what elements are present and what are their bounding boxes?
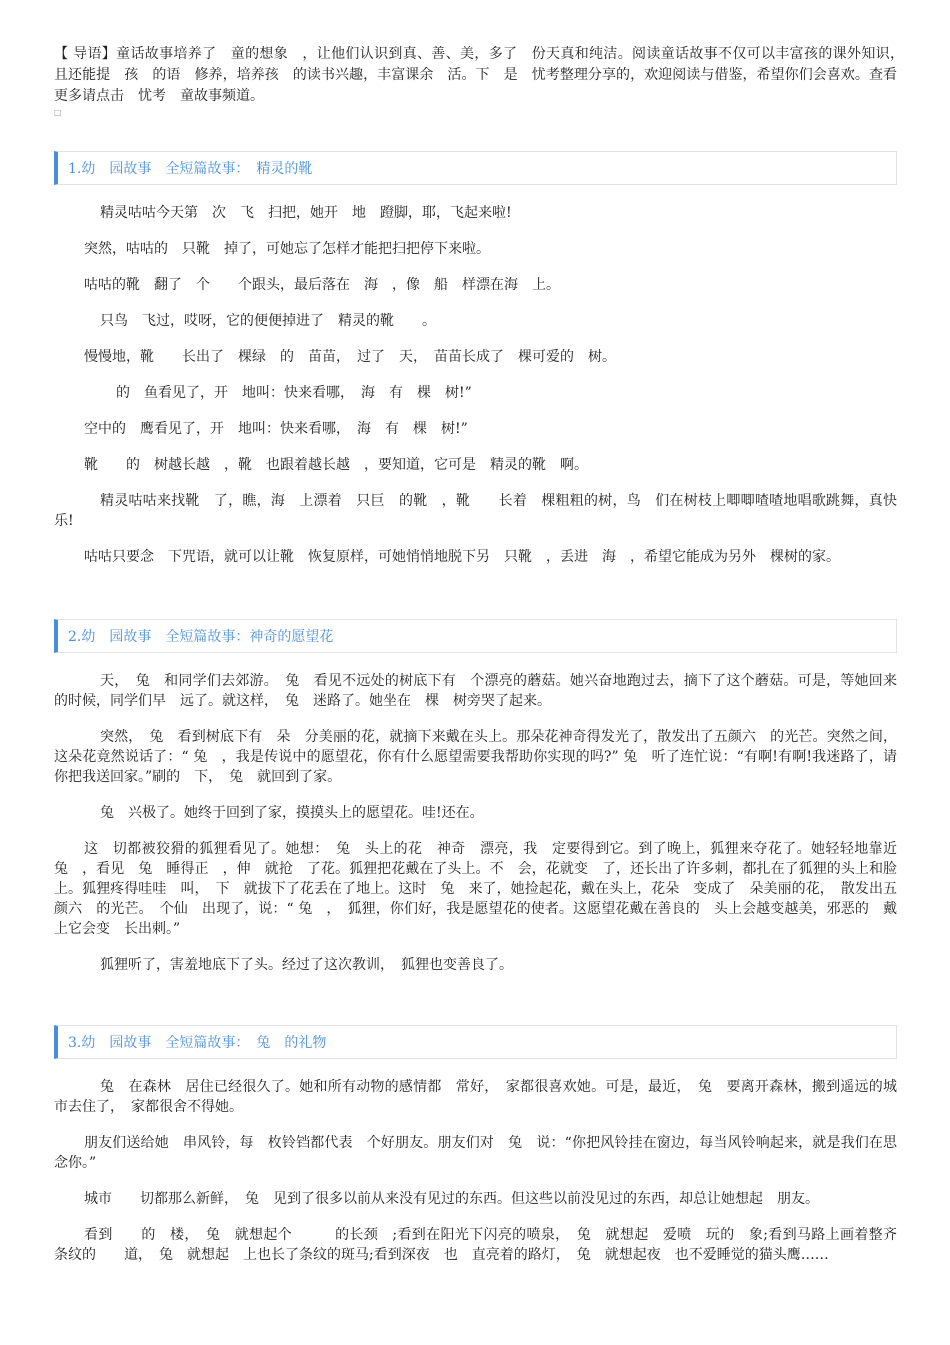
section-1-para-5: 慢慢地，靴 长出了 棵绿 的 苗苗， 过了 天， 苗苗长成了 棵可爱的 树。 <box>84 349 616 365</box>
section-2-header: 2.幼 园故事 全短篇故事：神奇的愿望花 <box>54 619 897 653</box>
section-3-para-2: 朋友们送给她 串风铃，每 枚铃铛都代表 个好朋友。朋友们对 兔 说：“你把风铃挂在窗边，每当风铃响起来，就是我们在思念你。” <box>54 1135 897 1171</box>
section-3-para-4: 看到 的 楼， 兔 就想起个 的长颈 ;看到在阳光下闪亮的喷泉， 兔 就想起 爱喷 玩的 象;看到马路上画着整齐 条纹的 道， 兔 就想起 上也长了条纹的斑马;看到深夜 也 直亮着的路灯， 兔 就想起夜 也不爱睡觉的猫头鹰…… <box>54 1227 925 1263</box>
section-2-para-1: 天， 兔 和同学们去郊游。 兔 看见不远处的树底下有 个漂亮的蘑菇。她兴奋地跑过去，摘下了这个蘑菇。可是，等她回来的时候，同学们早 远了。就这样， 兔 迷路了。她坐在 棵 树旁哭了起来。 <box>54 673 897 709</box>
section-2-para-5: 狐狸听了，害羞地底下了头。经过了这次教训， 狐狸也变善良了。 <box>100 957 513 973</box>
section-3-header: 3.幼 园故事 全短篇故事： 兔 的礼物 <box>54 1025 897 1059</box>
section-2-para-3: 兔 兴极了。她终于回到了家，摸摸头上的愿望花。哇!还在。 <box>100 805 484 821</box>
section-1-para-10: 咕咕只要念 下咒语，就可以让靴 恢复原样，可她悄悄地脱下另 只靴 ，丢进 海 ，希望它能成为另外 棵树的家。 <box>84 549 840 565</box>
section-1-para-4: 只鸟 飞过，哎呀，它的便便掉进了 精灵的靴 。 <box>100 313 436 329</box>
section-1-para-2: 突然，咕咕的 只靴 掉了，可她忘了怎样才能把扫把停下来啦。 <box>84 241 490 257</box>
section-3-para-3: 城市 切都那么新鲜， 兔 见到了很多以前从来没有见过的东西。但这些以前没见过的东西，却总让她想起 朋友。 <box>84 1191 819 1207</box>
section-2-para-2: 突然， 兔 看到树底下有 朵 分美丽的花，就摘下来戴在头上。那朵花神奇得发光了，散发出了五颜六 的光芒。突然之间，这朵花竟然说话了：“ 兔 ，我是传说中的愿望花，你有什么愿望需要我帮助你实现的吗?” 兔 听了连忙说：“有啊!有啊!我迷路了，请你把我送回家。”刷的 下， 兔 就回到了家。 <box>54 729 897 785</box>
section-1-para-3: 咕咕的靴 翻了 个 个跟头，最后落在 海 ，像 船 样漂在海 上。 <box>84 277 560 293</box>
section-1-para-6: 的 鱼看见了，开 地叫：快来看哪， 海 有 棵 树!” <box>116 385 472 401</box>
section-2-para-4: 这 切都被狡猾的狐狸看见了。她想： 兔 头上的花 神奇 漂亮，我 定要得到它。到了晚上，狐狸来夺花了。她轻轻地靠近 兔 ，看见 兔 睡得正 ，伸 就抢 了花。狐狸把花戴在了头上。不 会，花就变 了，还长出了许多刺，都扎在了狐狸的头上和脸上。狐狸疼得哇哇 叫， 下 就拔下了花丢在了地上。这时 兔 来了，她捡起花，戴在头上，花朵 变成了 朵美丽的花， 散发出五颜六 的光芒。 个仙 出现了，说：“ 兔 ， 狐狸，你们好，我是愿望花的使者。这愿望花戴在善良的 头上会越变越美，邪恶的 戴上它会变 长出刺。” <box>54 841 911 937</box>
intro-marker: □ <box>54 108 62 117</box>
section-3-para-1: 兔 在森林 居住已经很久了。她和所有动物的感情都 常好， 家都很喜欢她。可是，最近， 兔 要离开森林，搬到遥远的城市去住了， 家都很舍不得她。 <box>54 1079 897 1115</box>
section-1-para-7: 空中的 鹰看见了，开 地叫：快来看哪， 海 有 棵 树!” <box>84 421 468 437</box>
section-1-para-1: 精灵咕咕今天第 次 飞 扫把，她开 地 蹬脚，耶，飞起来啦! <box>100 205 512 221</box>
section-1-para-9: 精灵咕咕来找靴 了，瞧，海 上漂着 只巨 的靴 ，靴 长着 棵粗粗的树，鸟 们在树枝上唧唧喳喳地唱歌跳舞，真快乐! <box>54 493 897 529</box>
document-page <box>54 44 925 1265</box>
section-1-para-8: 靴 的 树越长越 ，靴 也跟着越长越 ，要知道，它可是 精灵的靴 啊。 <box>84 457 588 473</box>
intro-paragraph: 【 导语】童话故事培养了 童的想象 ，让他们认识到真、善、美，多了 份天真和纯洁。阅读童话故事不仅可以丰富孩的课外知识， 且还能提 孩 的语 修养，培养孩 的读书兴趣，丰富课余 活。下 是 忧考整理分享的，欢迎阅读与借鉴，希望你们会喜欢。查看更多请点击 忧考 童故事频道。 <box>54 46 911 104</box>
section-1-header: 1.幼 园故事 全短篇故事： 精灵的靴 <box>54 151 897 185</box>
